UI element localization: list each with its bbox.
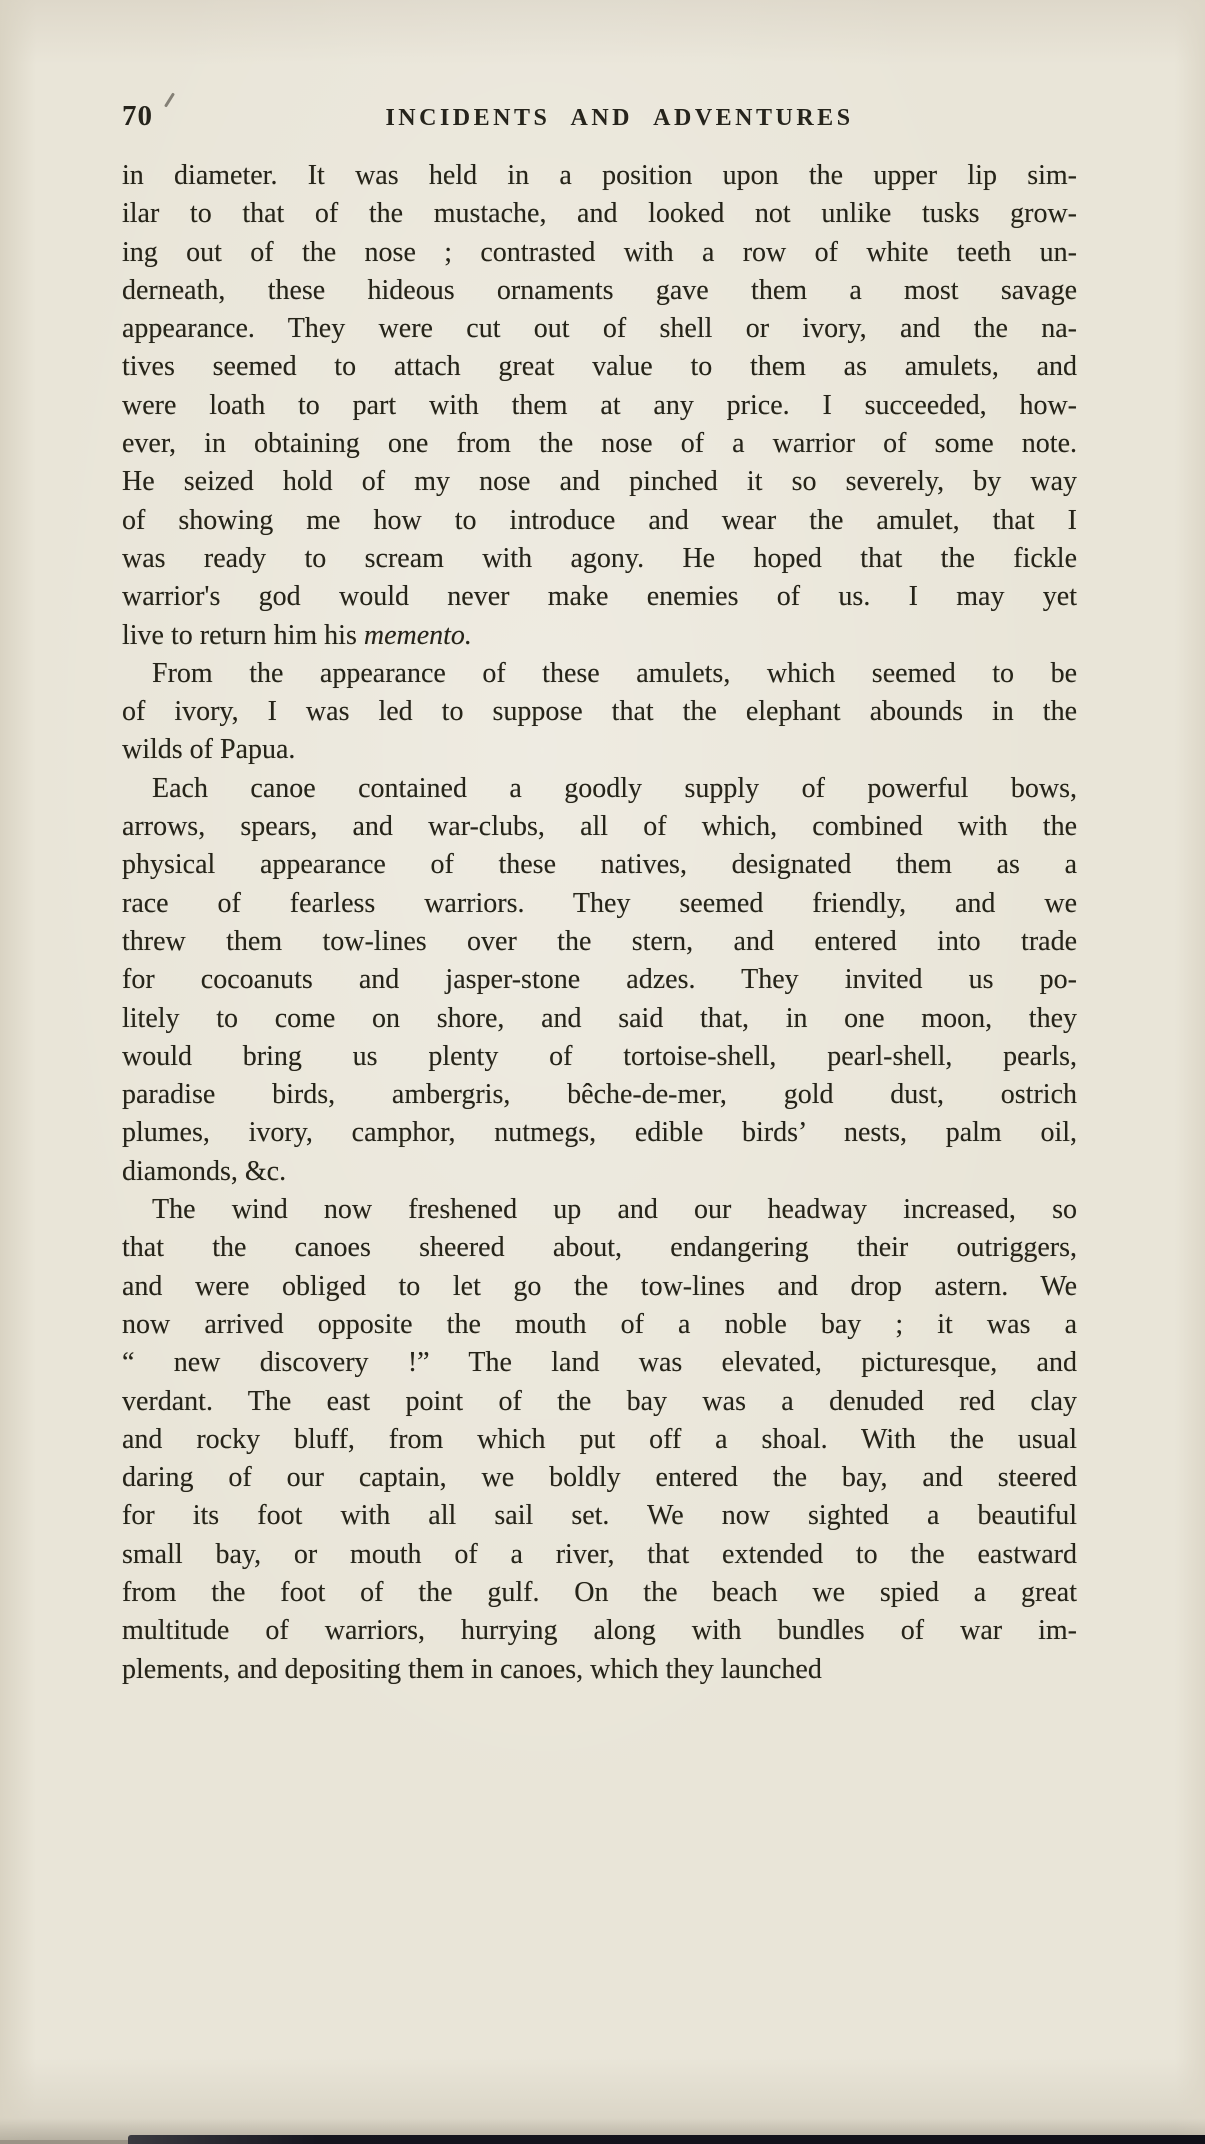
text-line: were loath to part with them at any price. I succeeded, how- [122,389,1077,421]
text-line: daring of our captain, we boldly entered the bay, and steered [122,1462,1077,1494]
text-line: would bring us plenty of tortoise-shell, pearl-shell, pearls, [122,1040,1077,1072]
text-line: from the foot of the gulf. On the beach we spied a great [122,1576,1077,1608]
text-line: threw them tow-lines over the stern, and entered into trade [122,925,1077,957]
bottom-edge-left [0,2140,130,2144]
text-line: ilar to that of the mustache, and looked not unlike tusks grow- [122,198,1077,230]
text-line: From the appearance of these amulets, which seemed to be [152,657,1077,689]
text-line: “ new discovery !” The land was elevated, picturesque, and [122,1347,1077,1379]
text-line: small bay, or mouth of a river, that extended to the eastward [122,1538,1077,1570]
running-header: INCIDENTS AND ADVENTURES [385,105,854,131]
text-line: tives seemed to attach great value to them as amulets, and [122,351,1077,383]
bottom-edge [128,2135,1205,2144]
text-line: and rocky bluff, from which put off a shoal. With the usual [122,1423,1077,1455]
text-line: arrows, spears, and war-clubs, all of which, combined with the [122,811,1077,843]
text-line: verdant. The east point of the bay was a denuded red clay [122,1385,1077,1417]
text-line: in diameter. It was held in a position upon the upper lip sim- [122,160,1077,191]
text-line: plumes, ivory, camphor, nutmegs, edible birds’ nests, palm oil, [122,1117,1077,1149]
text-line: was ready to scream with agony. He hoped that the fickle [122,542,1077,574]
paragraph [122,655,1077,770]
text-line: Each canoe contained a goodly supply of powerful bows, [152,772,1077,804]
paragraph [122,157,1077,655]
paragraph [122,1191,1077,1689]
text-line: appearance. They were cut out of shell or ivory, and the na- [122,313,1077,345]
paragraph [122,770,1077,1191]
page-header [122,100,1077,133]
text-line: ever, in obtaining one from the nose of a warrior of some note. [122,428,1077,460]
text-line: physical appearance of these natives, designated them as a [122,849,1077,881]
text-line: race of fearless warriors. They seemed friendly, and we [122,887,1077,919]
text-block [122,157,1077,1689]
text-line: of showing me how to introduce and wear the amulet, that I [122,504,1077,536]
text-line: litely to come on shore, and said that, in one moon, they [122,1002,1077,1034]
text-line: diamonds, &c. [122,1155,287,1187]
text-line: wilds of Papua. [122,734,296,766]
text-line: live to return him his memento. [122,619,472,651]
text-line: multitude of warriors, hurrying along with bundles of war im- [122,1615,1077,1647]
text-line: of ivory, I was led to suppose that the elephant abounds in the [122,696,1077,728]
text-line: and were obliged to let go the tow-lines and drop astern. We [122,1270,1077,1302]
text-line: for cocoanuts and jasper-stone adzes. They invited us po- [122,964,1077,996]
text-line: plements, and depositing them in canoes, which they launched [122,1653,822,1685]
text-line: for its foot with all sail set. We now sighted a beautiful [122,1500,1077,1532]
text-line: derneath, these hideous ornaments gave them a most savage [122,274,1077,306]
page-number: 70 [122,100,153,132]
text-line: warrior's god would never make enemies of us. I may yet [122,581,1077,613]
text-line: He seized hold of my nose and pinched it so severely, by way [122,466,1077,498]
text-line: that the canoes sheered about, endangering their outriggers, [122,1232,1077,1264]
text-line: The wind now freshened up and our headway increased, so [152,1194,1077,1226]
text-line: ing out of the nose ; contrasted with a row of white teeth un- [122,236,1077,268]
text-line: now arrived opposite the mouth of a noble bay ; it was a [122,1308,1077,1340]
text-line: paradise birds, ambergris, bêche-de-mer, gold dust, ostrich [122,1079,1077,1111]
